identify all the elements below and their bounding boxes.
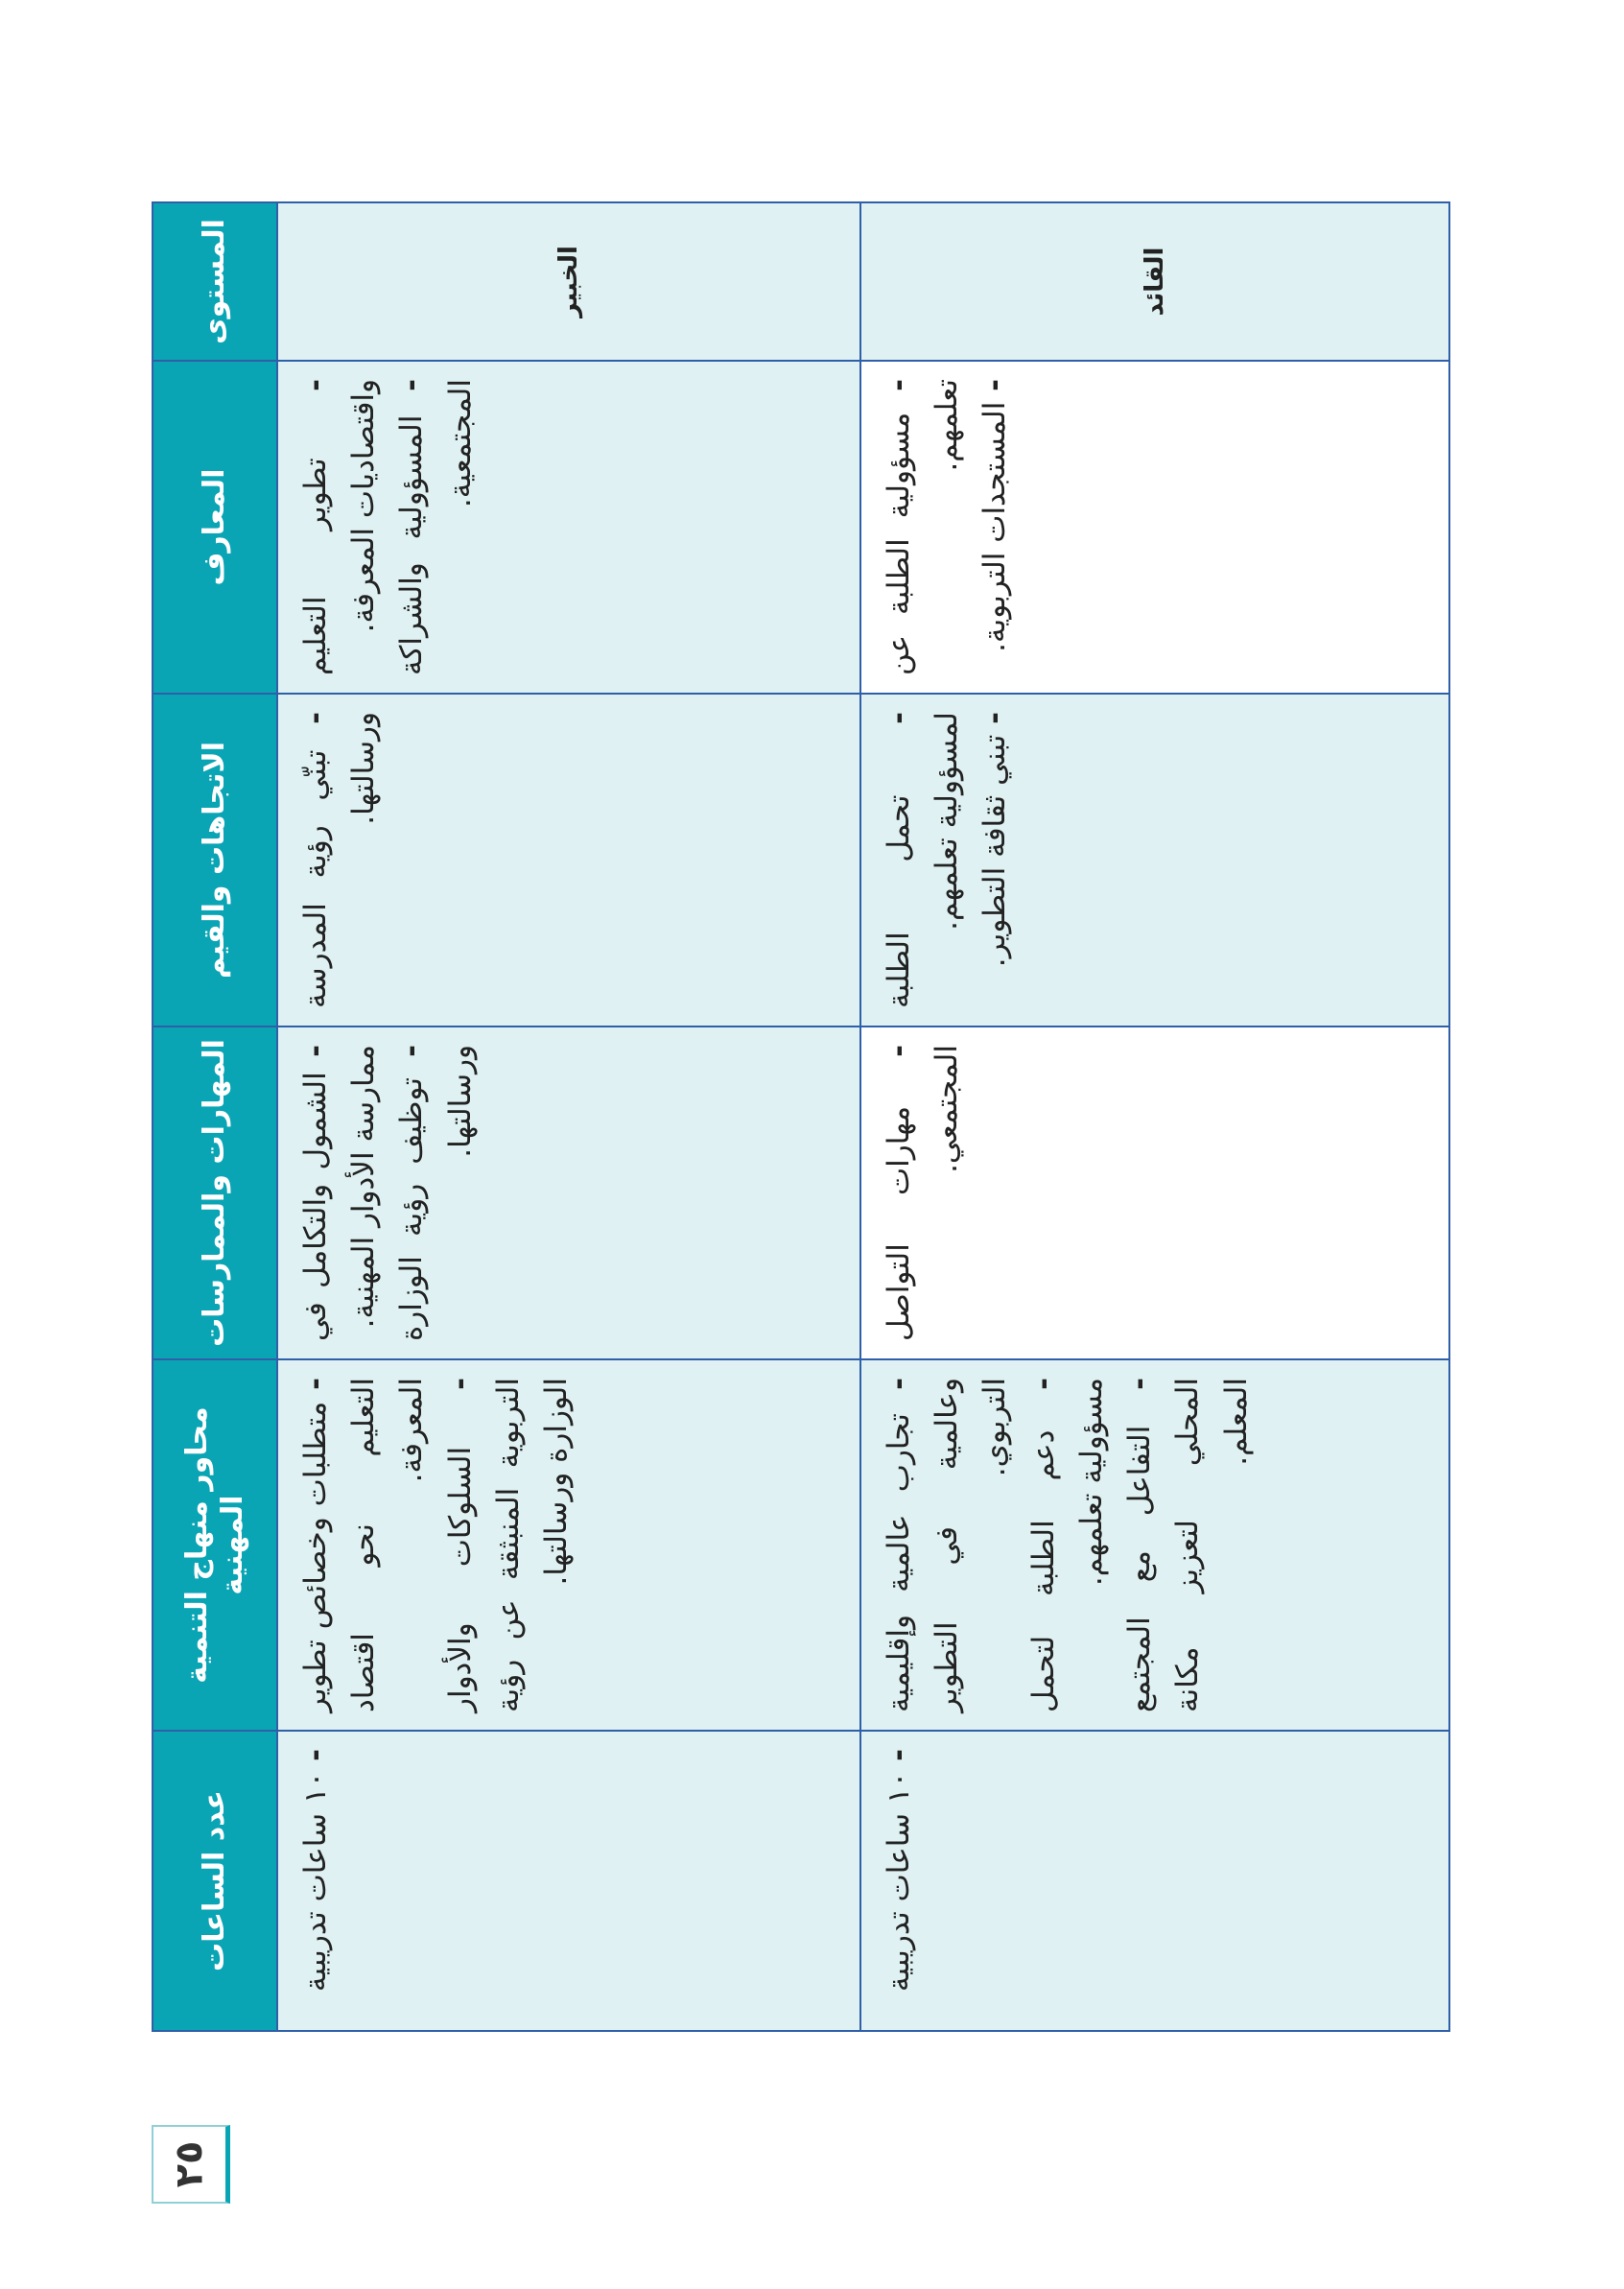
row-programs [277, 1359, 860, 1731]
list-item: - مسؤولية الطلبة عن تعلمهم. [875, 379, 971, 675]
header-level: المستوى [153, 202, 277, 361]
row-attitudes [860, 694, 1449, 1027]
list-item: - دعم الطلبة لتحمل مسؤولية تعلمهم. [1020, 1378, 1116, 1712]
row-hours [277, 1731, 860, 2031]
list-item: - المستجدات التربوية. [971, 379, 1019, 675]
header-attitudes: الاتجاهات والقيم [153, 694, 277, 1027]
header-skills: المهارات والممارسات [153, 1027, 277, 1359]
header-hours: عدد الساعات [153, 1731, 277, 2031]
table-row [277, 202, 860, 2031]
header-programs: محاور منهاج التنمية المهنية [153, 1359, 277, 1731]
list-item: - تطوير التعليم واقتصاديات المعرفة. [292, 379, 388, 675]
list-item: - التفاعل مع المجتمع المحلي لتعزيز مكانة المعلم. [1116, 1378, 1260, 1712]
list-item: - توظيف رؤية الوزارة ورسالتها. [388, 1045, 483, 1341]
row-attitudes [277, 694, 860, 1027]
row-hours [860, 1731, 1449, 2031]
page-number: ٢٥ [167, 2140, 212, 2188]
header-knowledge: المعارف [153, 361, 277, 694]
list-item: - المسؤولية والشراكة المجتمعية. [388, 379, 483, 675]
row-skills [860, 1027, 1449, 1359]
professional-development-table [152, 201, 1450, 2032]
list-item: - تبني ثقافة التطوير. [971, 712, 1019, 1008]
list-item: - مهارات التواصل المجتمعي. [875, 1045, 971, 1341]
row-knowledge [860, 361, 1449, 694]
row-skills [277, 1027, 860, 1359]
rotated-table-wrapper [152, 203, 1448, 2032]
list-item: - السلوكات والأدوار التربوية المنبثقة عن رؤية الوزارة ورسالتها. [436, 1378, 581, 1712]
header-row [153, 202, 277, 2031]
list-item: - تبنّي رؤية المدرسة ورسالتها. [292, 712, 388, 1008]
row-knowledge [277, 361, 860, 694]
table-row [860, 202, 1449, 2031]
list-item: - ١٠ ساعات تدريبية [875, 1749, 923, 2013]
list-item: - تجارب عالمية وإقليمية وعالمية في التطوير التربوي. [875, 1378, 1020, 1712]
row-level: الخبير [277, 202, 860, 361]
row-programs [860, 1359, 1449, 1731]
list-item: - متطلبات وخصائص تطوير التعليم نحو اقتصاد المعرفة. [292, 1378, 436, 1712]
list-item: - تحمل الطلبة لمسؤولية تعلمهم. [875, 712, 971, 1008]
row-level: القائد [860, 202, 1449, 361]
page-number-box [152, 2125, 230, 2204]
list-item: - ١٠ ساعات تدريبية [292, 1749, 340, 2013]
list-item: - الشمول والتكامل في ممارسة الأدوار المهنية. [292, 1045, 388, 1341]
